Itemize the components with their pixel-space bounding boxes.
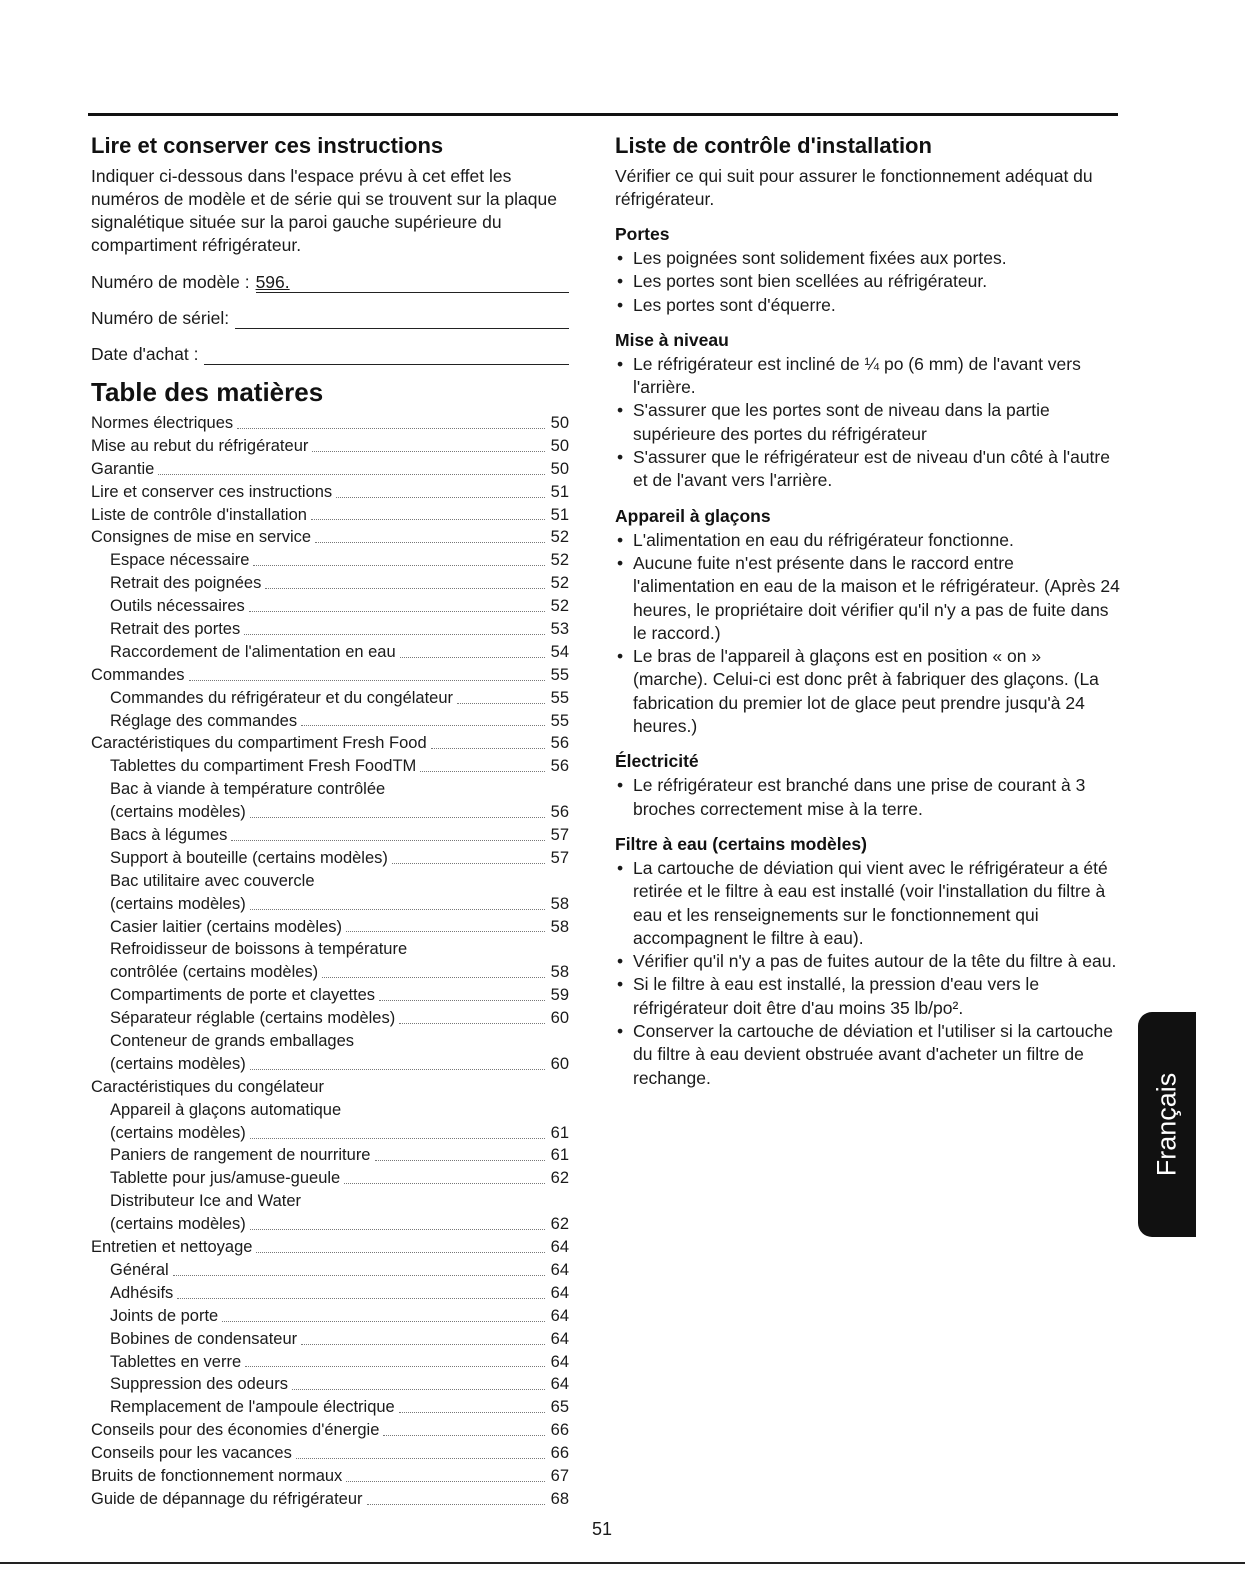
toc-dot-leader bbox=[250, 909, 545, 910]
toc-entry-label: Guide de dépannage du réfrigérateur bbox=[91, 1489, 363, 1508]
toc-entry-label: Remplacement de l'ampoule électrique bbox=[110, 1398, 395, 1417]
toc-entry-label: Retrait des poignées bbox=[110, 574, 262, 593]
toc-entry-label: Paniers de rangement de nourriture bbox=[110, 1146, 371, 1165]
toc-entry bbox=[91, 1145, 569, 1168]
toc-dot-leader bbox=[420, 771, 545, 772]
toc-entry bbox=[91, 938, 569, 961]
checklist-item: • Les portes sont d'équerre. bbox=[615, 294, 1120, 317]
toc-entry-page: 66 bbox=[550, 1444, 569, 1463]
checklist-section-title: Appareil à glaçons bbox=[615, 505, 771, 526]
record-fields bbox=[91, 271, 569, 365]
checklist-list bbox=[615, 774, 1120, 821]
toc-dot-leader bbox=[244, 634, 545, 635]
toc-entry bbox=[91, 504, 569, 527]
toc-entry bbox=[91, 778, 569, 801]
toc-entry-label: Conteneur de grands emballages bbox=[110, 1032, 354, 1051]
toc-dot-leader bbox=[346, 931, 545, 932]
checklist-item: • Aucune fuite n'est présente dans le raccord entre l'alimentation en eau de la maison et le réfrigérateur. (Après 24 heures, le propriétaire doit vérifier qu'il n'y a pas de fuite dans le raccord.) bbox=[615, 552, 1120, 645]
toc-entry-page: 52 bbox=[550, 528, 569, 547]
checklist-list bbox=[615, 529, 1120, 739]
toc-dot-leader bbox=[250, 817, 545, 818]
toc-entry-label: Support à bouteille (certains modèles) bbox=[110, 848, 388, 867]
toc-dot-leader bbox=[296, 1458, 545, 1459]
toc-entry-label: Commandes bbox=[91, 665, 185, 684]
toc-entry-label: Consignes de mise en service bbox=[91, 528, 312, 547]
checklist-item: • Les portes sont bien scellées au réfrigérateur. bbox=[615, 270, 1120, 293]
toc-dot-leader bbox=[392, 863, 545, 864]
toc-dot-leader bbox=[346, 1481, 545, 1482]
toc-entry bbox=[91, 824, 569, 847]
toc-dot-leader bbox=[222, 1321, 545, 1322]
toc-entry-page: 64 bbox=[550, 1352, 569, 1371]
checklist-list bbox=[615, 353, 1120, 493]
toc-entry bbox=[91, 458, 569, 481]
checklist-item: • Le bras de l'appareil à glaçons est en position « on » (marche). Celui-ci est donc prêt à fabriquer des glaçons. (La fabrication du premier lot de glace peut prendre jusqu'à 24 heures.) bbox=[615, 645, 1120, 738]
toc-entry-label: Bac à viande à température contrôlée bbox=[110, 780, 386, 799]
toc-entry-page: 68 bbox=[550, 1489, 569, 1508]
toc-entry-page: 55 bbox=[550, 711, 569, 730]
toc-entry bbox=[91, 1282, 569, 1305]
toc-entry-page: 62 bbox=[550, 1169, 569, 1188]
toc-entry-label: Entretien et nettoyage bbox=[91, 1238, 253, 1257]
toc-entry bbox=[91, 664, 569, 687]
toc-entry bbox=[91, 1351, 569, 1374]
toc-dot-leader bbox=[301, 1344, 545, 1345]
toc-entry-label: Bobines de condensateur bbox=[110, 1329, 298, 1348]
toc-entry bbox=[91, 1122, 569, 1145]
toc-entry-page: 52 bbox=[550, 574, 569, 593]
toc-entry-page: 64 bbox=[550, 1238, 569, 1257]
toc-entry bbox=[91, 1007, 569, 1030]
toc-dot-leader bbox=[375, 1160, 546, 1161]
toc-entry-label: Réglage des commandes bbox=[110, 711, 298, 730]
toc-entry-label: Conseils pour les vacances bbox=[91, 1444, 292, 1463]
toc-entry-label: Bacs à légumes bbox=[110, 826, 228, 845]
toc-entry-label: Joints de porte bbox=[110, 1306, 219, 1325]
toc-entry-page: 60 bbox=[550, 1009, 569, 1028]
toc-entry-page: 56 bbox=[550, 757, 569, 776]
toc-entry-page: 51 bbox=[550, 482, 569, 501]
toc-entry-page: 52 bbox=[550, 597, 569, 616]
field-label: Numéro de sériel: bbox=[91, 308, 230, 328]
toc-entry-label: Appareil à glaçons automatique bbox=[110, 1100, 342, 1119]
toc-entry-label: Retrait des portes bbox=[110, 620, 241, 638]
toc-entry-page: 50 bbox=[550, 413, 569, 432]
toc-entry-label: Bruits de fonctionnement normaux bbox=[91, 1466, 343, 1485]
toc-entry bbox=[91, 1259, 569, 1282]
toc-dot-leader bbox=[399, 1023, 545, 1024]
toc-dot-leader bbox=[315, 542, 545, 543]
toc-entry-label: Raccordement de l'alimentation en eau bbox=[110, 642, 396, 661]
toc-entry bbox=[91, 412, 569, 435]
record-field bbox=[91, 307, 569, 329]
toc-dot-leader bbox=[250, 1069, 545, 1070]
toc-entry-label: Espace nécessaire bbox=[110, 551, 250, 570]
language-tab bbox=[1138, 1012, 1196, 1237]
toc-dot-leader bbox=[231, 840, 545, 841]
toc-entry-page: 61 bbox=[550, 1146, 569, 1165]
toc-entry bbox=[91, 1419, 569, 1442]
toc-entry bbox=[91, 481, 569, 504]
toc-entry-page: 58 bbox=[550, 963, 569, 982]
toc-dot-leader bbox=[249, 611, 545, 612]
field-value[interactable] bbox=[204, 344, 569, 365]
toc-entry-label: Commandes du réfrigérateur et du congélateur bbox=[110, 688, 454, 707]
toc-entry-page: 59 bbox=[550, 986, 569, 1005]
toc-entry-page: 60 bbox=[550, 1054, 569, 1073]
toc-entry-label: Général bbox=[110, 1260, 169, 1279]
toc-entry-page: 67 bbox=[550, 1466, 569, 1485]
toc-entry-label: Casier laitier (certains modèles) bbox=[110, 917, 342, 936]
toc-entry bbox=[91, 618, 569, 641]
toc-entry-page: 66 bbox=[550, 1421, 569, 1440]
toc-dot-leader bbox=[265, 588, 545, 589]
toc-entry-page: 51 bbox=[550, 505, 569, 524]
toc-entry-page: 64 bbox=[550, 1375, 569, 1394]
toc-entry-label: (certains modèles) bbox=[110, 803, 246, 822]
page-number: 51 bbox=[592, 1519, 613, 1539]
toc-entry-label: Garantie bbox=[91, 459, 155, 478]
right-column bbox=[615, 133, 1120, 1090]
toc-entry-label: Suppression des odeurs bbox=[110, 1375, 288, 1394]
toc-entry bbox=[91, 984, 569, 1007]
language-tab-label: Français bbox=[1151, 1072, 1182, 1177]
top-rule bbox=[88, 113, 1118, 116]
toc-entry-page: 65 bbox=[550, 1398, 569, 1417]
field-value[interactable]: 596. bbox=[256, 272, 569, 293]
toc-dot-leader bbox=[256, 1252, 545, 1253]
toc-entry bbox=[91, 1396, 569, 1419]
toc-dot-leader bbox=[189, 680, 545, 681]
toc-entry-label: Adhésifs bbox=[110, 1283, 174, 1302]
toc-entry bbox=[91, 435, 569, 458]
toc-entry bbox=[91, 1465, 569, 1488]
toc-dot-leader bbox=[400, 657, 545, 658]
toc-entry-label: Mise au rebut du réfrigérateur bbox=[91, 436, 309, 455]
toc-entry-label: Caractéristiques du compartiment Fresh Food bbox=[91, 734, 427, 753]
toc-entry bbox=[91, 1099, 569, 1122]
toc-entry-page: 64 bbox=[550, 1306, 569, 1325]
checklist-item: • La cartouche de déviation qui vient avec le réfrigérateur a été retirée et le filtre à eau est installé (voir l'installation du filtre à eau et les renseignements sur le fonctionnement qui accompagnent le filtre à eau). bbox=[615, 857, 1120, 950]
checklist-list bbox=[615, 857, 1120, 1090]
table-of-contents bbox=[91, 412, 569, 1511]
field-label: Numéro de modèle : bbox=[91, 272, 250, 292]
checklist-section-title: Mise à niveau bbox=[615, 329, 729, 350]
toc-entry bbox=[91, 1305, 569, 1328]
checklist-item: • Le réfrigérateur est incliné de ¼ po (6 mm) de l'avant vers l'arrière. bbox=[615, 353, 1120, 400]
toc-dot-leader bbox=[245, 1366, 545, 1367]
checklist-section-title: Électricité bbox=[615, 751, 699, 772]
toc-entry-label: Caractéristiques du congélateur bbox=[91, 1077, 324, 1096]
toc-entry-page: 56 bbox=[550, 803, 569, 822]
toc-entry-label: Tablettes du compartiment Fresh FoodTM bbox=[110, 757, 417, 776]
checklist-item: • Si le filtre à eau est installé, la pression d'eau vers le réfrigérateur doit être d'au moins 35 lb/po². bbox=[615, 973, 1120, 1020]
toc-entry-page: 57 bbox=[550, 826, 569, 845]
toc-entry bbox=[91, 1328, 569, 1351]
toc-entry-label: Tablette pour jus/amuse-gueule bbox=[110, 1169, 341, 1188]
toc-dot-leader bbox=[379, 1000, 545, 1001]
toc-entry bbox=[91, 687, 569, 710]
toc-dot-leader bbox=[399, 1412, 545, 1413]
toc-entry-page: 50 bbox=[550, 436, 569, 455]
toc-entry bbox=[91, 549, 569, 572]
instructions-intro: Indiquer ci-dessous dans l'espace prévu à cet effet les numéros de modèle et de série qui se trouvent sur la plaque signalétique située sur la paroi gauche supérieure du compartiment réfrigérateur. bbox=[91, 166, 557, 255]
toc-entry-label: (certains modèles) bbox=[110, 1215, 246, 1234]
left-column bbox=[91, 133, 569, 1511]
checklist-item: • Le réfrigérateur est branché dans une prise de courant à 3 broches correctement mise à la terre. bbox=[615, 774, 1120, 821]
toc-entry bbox=[91, 1190, 569, 1213]
toc-entry bbox=[91, 893, 569, 916]
toc-entry-label: Liste de contrôle d'installation bbox=[91, 505, 307, 524]
toc-dot-leader bbox=[383, 1435, 545, 1436]
toc-entry-page: 64 bbox=[550, 1260, 569, 1279]
toc-entry-label: Tablettes en verre bbox=[110, 1352, 242, 1371]
toc-entry bbox=[91, 916, 569, 939]
toc-entry bbox=[91, 572, 569, 595]
toc-entry bbox=[91, 1076, 569, 1099]
toc-entry bbox=[91, 847, 569, 870]
toc-entry-page: 56 bbox=[550, 734, 569, 753]
toc-entry-label: Compartiments de porte et clayettes bbox=[110, 986, 376, 1005]
toc-entry-page: 64 bbox=[550, 1329, 569, 1348]
toc-entry bbox=[91, 961, 569, 984]
toc-entry-page: 62 bbox=[550, 1215, 569, 1234]
bottom-rule bbox=[0, 1562, 1245, 1564]
toc-entry bbox=[91, 710, 569, 733]
checklist-sections bbox=[615, 224, 1120, 1090]
checklist-item: • Vérifier qu'il n'y a pas de fuites autour de la tête du filtre à eau. bbox=[615, 950, 1120, 973]
toc-entry-label: (certains modèles) bbox=[110, 1123, 246, 1142]
record-field bbox=[91, 271, 569, 293]
toc-entry-page: 57 bbox=[550, 848, 569, 867]
checklist-item: • Les poignées sont solidement fixées aux portes. bbox=[615, 247, 1120, 270]
toc-entry-label: Séparateur réglable (certains modèles) bbox=[110, 1009, 396, 1028]
toc-entry bbox=[91, 755, 569, 778]
toc-entry-label: Bac utilitaire avec couvercle bbox=[110, 871, 315, 890]
field-label: Date d'achat : bbox=[91, 344, 199, 364]
toc-entry bbox=[91, 1053, 569, 1076]
toc-entry bbox=[91, 1373, 569, 1396]
toc-entry-label: (certains modèles) bbox=[110, 894, 246, 913]
toc-dot-leader bbox=[173, 1275, 545, 1276]
toc-title: Table des matières bbox=[91, 377, 324, 407]
toc-entry bbox=[91, 595, 569, 618]
toc-dot-leader bbox=[250, 1138, 545, 1139]
checklist-section-title: Filtre à eau (certains modèles) bbox=[615, 833, 867, 854]
checklist-heading: Liste de contrôle d'installation bbox=[615, 133, 932, 158]
toc-entry-page: 52 bbox=[550, 551, 569, 570]
checklist-list bbox=[615, 247, 1120, 317]
toc-entry-label: Refroidisseur de boissons à température bbox=[110, 940, 408, 959]
toc-entry bbox=[91, 870, 569, 893]
toc-entry-page: 50 bbox=[550, 459, 569, 478]
instructions-heading: Lire et conserver ces instructions bbox=[91, 133, 444, 158]
toc-entry-page: 58 bbox=[550, 894, 569, 913]
toc-entry-label: Conseils pour des économies d'énergie bbox=[91, 1421, 380, 1440]
toc-dot-leader bbox=[344, 1183, 545, 1184]
toc-dot-leader bbox=[367, 1504, 545, 1505]
toc-dot-leader bbox=[322, 977, 545, 978]
checklist-item: • Conserver la cartouche de déviation et l'utiliser si la cartouche du filtre à eau devient obstruée avant d'acheter un filtre de rechange. bbox=[615, 1020, 1120, 1090]
toc-entry bbox=[91, 732, 569, 755]
toc-entry-label: (certains modèles) bbox=[110, 1054, 246, 1073]
toc-entry-page: 64 bbox=[550, 1283, 569, 1302]
toc-entry bbox=[91, 1488, 569, 1511]
checklist-intro: Vérifier ce qui suit pour assurer le fonctionnement adéquat du réfrigérateur. bbox=[615, 166, 1093, 209]
toc-dot-leader bbox=[158, 474, 545, 475]
toc-dot-leader bbox=[292, 1389, 545, 1390]
toc-entry-page: 55 bbox=[550, 688, 569, 707]
checklist-item: • S'assurer que le réfrigérateur est de niveau d'un côté à l'autre et de l'avant vers l'arrière. bbox=[615, 446, 1120, 493]
toc-entry-page: 55 bbox=[550, 665, 569, 684]
toc-entry bbox=[91, 1167, 569, 1190]
toc-entry-label: contrôlée (certains modèles) bbox=[110, 963, 319, 982]
record-field bbox=[91, 343, 569, 365]
checklist-item: • L'alimentation en eau du réfrigérateur fonctionne. bbox=[615, 529, 1120, 552]
checklist-section-title: Portes bbox=[615, 224, 670, 244]
toc-entry bbox=[91, 1030, 569, 1053]
toc-entry bbox=[91, 1236, 569, 1259]
toc-entry bbox=[91, 1213, 569, 1236]
toc-entry-page: 54 bbox=[550, 642, 569, 661]
toc-entry bbox=[91, 1442, 569, 1465]
toc-entry-page: 58 bbox=[550, 917, 569, 936]
checklist-item: • S'assurer que les portes sont de niveau dans la partie supérieure des portes du réfrigérateur bbox=[615, 399, 1120, 446]
toc-entry-label: Distributeur Ice and Water bbox=[110, 1192, 302, 1211]
toc-entry-page: 53 bbox=[550, 620, 569, 638]
toc-dot-leader bbox=[311, 519, 545, 520]
toc-entry bbox=[91, 641, 569, 664]
toc-dot-leader bbox=[253, 565, 545, 566]
toc-dot-leader bbox=[336, 497, 545, 498]
toc-entry bbox=[91, 526, 569, 549]
toc-entry-label: Normes électriques bbox=[91, 413, 234, 432]
toc-dot-leader bbox=[237, 428, 545, 429]
toc-dot-leader bbox=[301, 725, 545, 726]
toc-dot-leader bbox=[457, 703, 545, 704]
toc-entry bbox=[91, 801, 569, 824]
toc-dot-leader bbox=[312, 451, 545, 452]
toc-entry-page: 61 bbox=[550, 1123, 569, 1142]
toc-dot-leader bbox=[177, 1298, 545, 1299]
toc-dot-leader bbox=[431, 748, 545, 749]
toc-dot-leader bbox=[250, 1229, 545, 1230]
toc-entry-label: Outils nécessaires bbox=[110, 597, 245, 616]
field-value[interactable] bbox=[235, 308, 569, 329]
toc-entry-label: Lire et conserver ces instructions bbox=[91, 482, 333, 501]
